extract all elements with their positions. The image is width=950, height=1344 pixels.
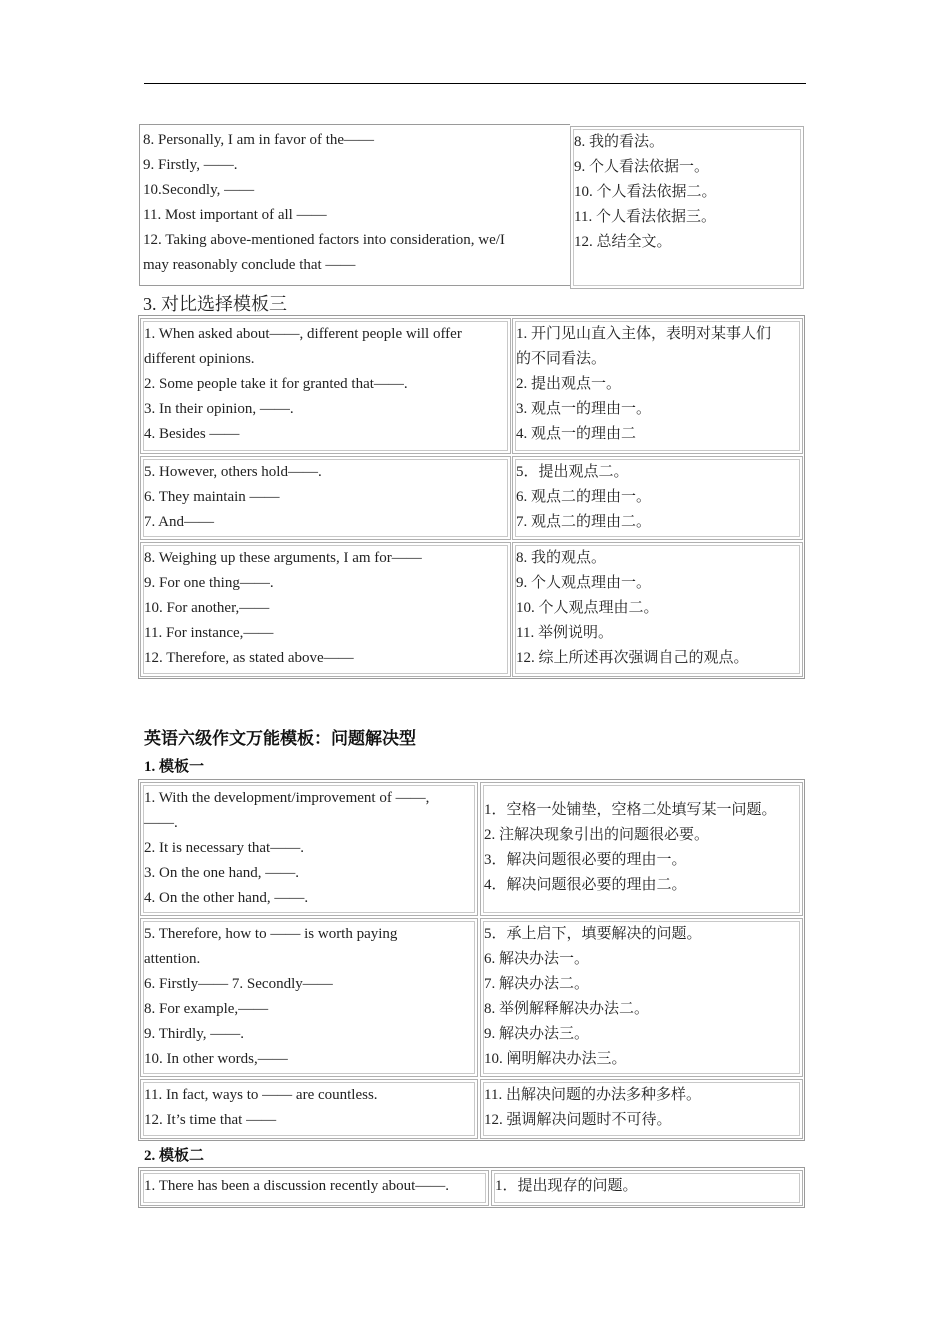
text-line: 10. 个人看法依据二。 [574,184,717,200]
text-line: 11. 出解决问题的办法多种多样。 [484,1087,701,1103]
table-4-row3-right [480,1079,803,1139]
table-3-row3-left [140,542,511,677]
text-line: 2. 注解决现象引出的问题很必要。 [484,827,710,843]
text-line: 4. 观点一的理由二 [516,426,637,442]
text-line: ——. [144,815,178,831]
section3-title: 3. 对比选择模板三 [143,294,287,314]
text-line: 11. Most important of all —— [143,207,327,223]
text-line: 12. Therefore, as stated above—— [144,650,354,666]
table-4-row1-left [140,782,478,916]
text-line: 2. Some people take it for granted that——. [144,376,408,392]
text-line: 10.Secondly, —— [143,182,255,198]
text-line: 12. 总结全文。 [574,234,672,250]
text-line: 1. When asked about——, different people will offer [144,326,462,342]
table-3-row2-left [140,456,511,540]
text-line: different opinions. [144,351,255,367]
section-heading: 英语六级作文万能模板：问题解决型 [144,729,416,749]
text-line: 6. 解决办法一。 [484,951,590,967]
text-line: 11. In fact, ways to —— are countless. [144,1087,378,1103]
table-4-row3-left [140,1079,478,1139]
text-line: may reasonably conclude that —— [143,257,356,273]
table-4-row2-left [140,918,478,1077]
text-line: 6. Firstly—— 7. Secondly—— [144,976,333,992]
text-line: 11. For instance,—— [144,625,274,641]
text-line: 9. 个人观点理由一。 [516,575,652,591]
table-3-row1-right [512,318,803,454]
text-line: 1．提出现存的问题。 [495,1178,638,1194]
text-line: 2. 提出观点一。 [516,376,622,392]
text-line: 1. 开门见山直入主体，表明对某事人们 [516,326,772,342]
text-line: 8. For example,—— [144,1001,269,1017]
text-line: 8. Weighing up these arguments, I am for—— [144,550,422,566]
text-line: 3. On the one hand, ——. [144,865,299,881]
text-line: 5．提出观点二。 [516,464,629,480]
text-line: 4. On the other hand, ——. [144,890,309,906]
table-5-right [491,1170,803,1206]
text-line: 3. In their opinion, ——. [144,401,294,417]
text-line: 9. Firstly, ——. [143,157,238,173]
text-line: 10. 个人观点理由二。 [516,600,659,616]
text-line: 12. 综上所述再次强调自己的观点。 [516,650,749,666]
table-3-row3-right [512,542,803,677]
text-line: 5. Therefore, how to —— is worth paying [144,926,398,942]
text-line: 11. 个人看法依据三。 [574,209,716,225]
text-line: 9. 个人看法依据一。 [574,159,710,175]
text-line: 1. There has been a discussion recently about——. [144,1178,450,1194]
text-line: 9. 解决办法三。 [484,1026,590,1042]
text-line: 12. 强调解决问题时不可待。 [484,1112,672,1128]
text-line: 7. 解决办法二。 [484,976,590,992]
text-line: 3. 观点一的理由一。 [516,401,652,417]
table-4-row2-right [480,918,803,1077]
template1-title: 1. 模板一 [144,759,205,775]
text-line: 4．解决问题很必要的理由二。 [484,877,687,893]
text-line: 6. 观点二的理由一。 [516,489,652,505]
text-line: 7. And—— [144,514,215,530]
text-line: 10. 阐明解决办法三。 [484,1051,627,1067]
text-line: 8. Personally, I am in favor of the—— [143,132,375,148]
text-line: 6. They maintain —— [144,489,280,505]
text-line: 12. It’s time that —— [144,1112,277,1128]
text-line: 5. However, others hold——. [144,464,322,480]
text-line: 10. For another,—— [144,600,270,616]
table-3-row1-left [140,318,511,454]
text-line: 8. 我的看法。 [574,134,665,150]
text-line: attention. [144,951,201,967]
table-5-left [140,1170,489,1206]
text-line: 3．解决问题很必要的理由一。 [484,852,687,868]
text-line: 9. Thirdly, ——. [144,1026,244,1042]
text-line: 2. It is necessary that——. [144,840,304,856]
table-top-left-cell [139,124,570,286]
text-line: 4. Besides —— [144,426,240,442]
text-line: 的不同看法。 [516,351,607,367]
text-line: 9. For one thing——. [144,575,274,591]
table-top-right-cell [570,126,804,289]
text-line: 8. 举例解释解决办法二。 [484,1001,650,1017]
text-line: 7. 观点二的理由二。 [516,514,652,530]
table-4-row1-right [480,782,803,916]
text-line: 12. Taking above-mentioned factors into consideration, we/I [143,232,505,248]
text-line: 5．承上启下，填要解决的问题。 [484,926,702,942]
text-line: 10. In other words,—— [144,1051,288,1067]
text-line: 11. 举例说明。 [516,625,613,641]
table-3-row2-right [512,456,803,540]
header-rule [144,83,806,84]
text-line: 1．空格一处铺垫，空格二处填写某一问题。 [484,802,777,818]
template2-title: 2. 模板二 [144,1148,205,1164]
text-line: 1. With the development/improvement of ——, [144,790,430,806]
text-line: 8. 我的观点。 [516,550,607,566]
